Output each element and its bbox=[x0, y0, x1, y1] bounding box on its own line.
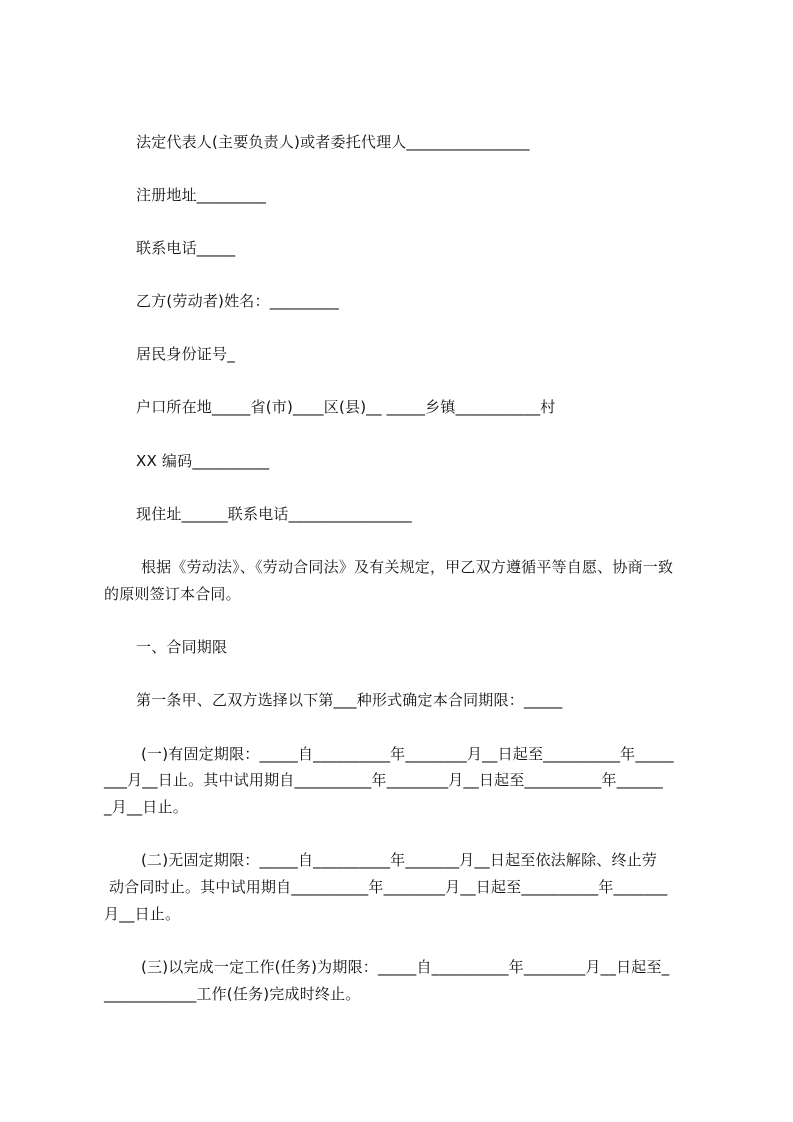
household-registration-line: 户口所在地_____省(市)____区(县)__ _____乡镇___________村 bbox=[136, 398, 556, 416]
current-address-line: 现住址______联系电话________________ bbox=[136, 505, 412, 523]
intro-paragraph-line-1: 根据《劳动法》、《劳动合同法》及有关规定，甲乙双方遵循平等自愿、协商一致 bbox=[136, 558, 674, 576]
fixed-term-line-1: (一)有固定期限：_____自__________年________月__日起至__________年_____ bbox=[136, 745, 674, 763]
open-term-line-1: (二)无固定期限：_____自__________年_______月__日起至依法解除、终止劳 bbox=[136, 851, 658, 869]
open-term-line-2: 动合同时止。其中试用期自__________年________月__日起至__________年_______ bbox=[104, 878, 668, 896]
article-one-line: 第一条甲、乙双方选择以下第___种形式确定本合同期限：_____ bbox=[136, 691, 563, 709]
id-number-line: 居民身份证号_ bbox=[136, 345, 235, 363]
section-heading-contract-term: 一、合同期限 bbox=[136, 638, 228, 656]
registered-address-line: 注册地址_________ bbox=[136, 186, 267, 204]
task-term-line-2: ____________工作(任务)完成时终止。 bbox=[104, 985, 361, 1003]
legal-representative-line: 法定代表人(主要负责人)或者委托代理人________________ bbox=[136, 133, 530, 151]
open-term-line-3: 月__日止。 bbox=[104, 905, 181, 923]
contact-phone-line: 联系电话_____ bbox=[136, 239, 236, 257]
fixed-term-line-3: _月__日止。 bbox=[104, 798, 188, 816]
fixed-term-line-2: ___月__日止。其中试用期自__________年________月__日起至__________年______ bbox=[104, 771, 663, 789]
code-line: XX 编码__________ bbox=[136, 452, 270, 470]
worker-name-line: 乙方(劳动者)姓名：_________ bbox=[136, 292, 340, 310]
intro-paragraph-line-2: 的原则签订本合同。 bbox=[104, 585, 241, 603]
task-term-line-1: (三)以完成一定工作(任务)为期限：_____自__________年________月__日起至_ bbox=[136, 958, 670, 976]
